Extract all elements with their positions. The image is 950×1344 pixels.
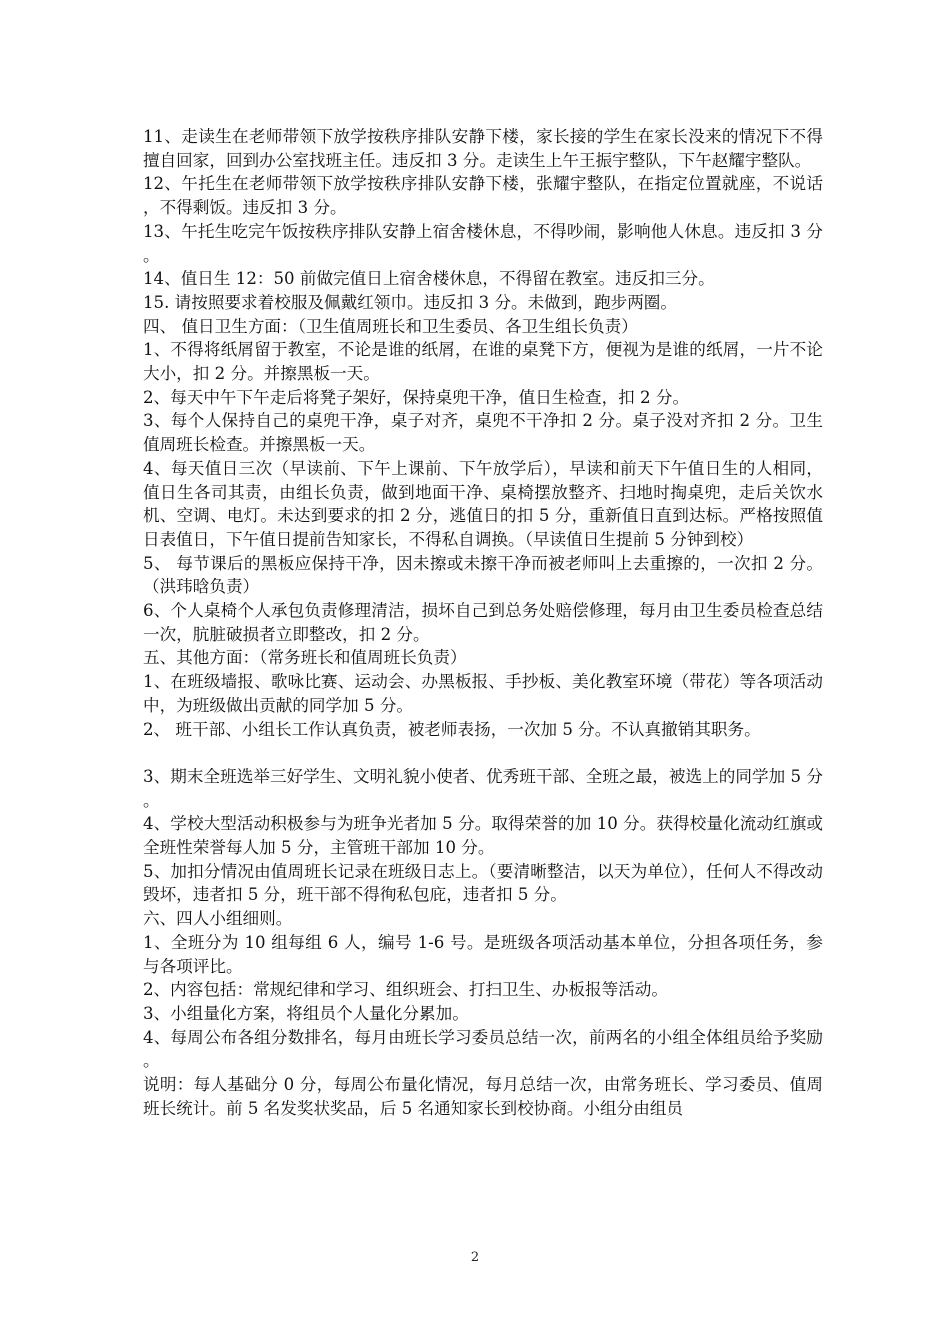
paragraph-other-1: 1、在班级墙报、歌咏比赛、运动会、办黑板报、手抄板、美化教室环境（带花）等各项活动中，为班级做出贡献的同学加 5 分。 bbox=[143, 672, 823, 715]
paragraph-hygiene-6: 6、个人桌椅个人承包负责修理清洁，损坏自己到总务处赔偿修理，每月由卫生委员检查总结一次，肮脏破损者立即整改，扣 2 分。 bbox=[143, 601, 823, 644]
paragraph-rule-14: 14、值日生 12：50 前做完值日上宿舍楼休息，不得留在教室。违反扣三分。 bbox=[143, 269, 715, 289]
section-heading-other: 五、其他方面：（常务班长和值周班长负责） bbox=[143, 648, 467, 668]
page-number: 2 bbox=[470, 1250, 480, 1265]
paragraph-hygiene-2: 2、每天中午下午走后将凳子架好，保持桌兜干净，值日生检查，扣 2 分。 bbox=[143, 387, 690, 407]
paragraph-other-3: 3、期末全班选举三好学生、文明礼貌小使者、优秀班干部、全班之最，被选上的同学加 5 分。 bbox=[143, 766, 823, 810]
paragraph-groups-4: 4、每周公布各组分数排名，每月由班长学习委员总结一次，前两名的小组全体组员给予奖励。 bbox=[143, 1027, 823, 1071]
paragraph-rule-15: 15. 请按照要求着校服及佩戴红领巾。违反扣 3 分。未做到，跑步两圈。 bbox=[143, 292, 677, 312]
paragraph-other-2: 2、 班干部、小组长工作认真负责，被老师表扬，一次加 5 分。不认真撤销其职务。 bbox=[143, 719, 761, 739]
paragraph-groups-1: 1、全班分为 10 组每组 6 人，编号 1-6 号。是班级各项活动基本单位，分担各项任务，参与各项评比。 bbox=[143, 932, 823, 976]
paragraph-hygiene-5: 5、 每节课后的黑板应保持干净，因未擦或未擦干净而被老师叫上去重擦的，一次扣 2 分。 （洪玮晗负责） bbox=[143, 553, 823, 597]
document-body bbox=[143, 125, 823, 1121]
paragraph-other-4: 4、学校大型活动积极参与为班争光者加 5 分。取得荣誉的加 10 分。获得校量化流动红旗或全班性荣誉每人加 5 分，主管班干部加 10 分。 bbox=[143, 814, 823, 858]
paragraph-hygiene-4: 4、每天值日三次（早读前、下午上课前、下午放学后），早读和前天下午值日生的人相同，值日生各司其责，由组长负责，做到地面干净、桌椅摆放整齐、扫地时掏桌兜，走后关饮水机、空调、电灯。未达到要求的扣 2 分，逃值日的扣 5 分，重新值日直到达标。严格按照值日表值日，下午值日提前告知家长，不得私自调换。（早读值日生提前 5 分钟到校） bbox=[143, 458, 823, 549]
paragraph-other-5: 5、加扣分情况由值周班长记录在班级日志上。（要清晰整洁，以天为单位），任何人不得改动毁坏，违者扣 5 分，班干部不得徇私包庇，违者扣 5 分。 bbox=[143, 861, 823, 905]
paragraph-groups-2: 2、内容包括：常规纪律和学习、组织班会、打扫卫生、办板报等活动。 bbox=[143, 980, 668, 1000]
paragraph-rule-12: 12、午托生在老师带领下放学按秩序排队安静下楼，张耀宇整队，在指定位置就座，不说话，不得剩饭。违反扣 3 分。 bbox=[143, 174, 823, 218]
blank-line bbox=[143, 741, 823, 765]
paragraph-hygiene-3: 3、每个人保持自己的桌兜干净，桌子对齐，桌兜不干净扣 2 分。桌子没对齐扣 2 分。卫生值周班长检查。并擦黑板一天。 bbox=[143, 411, 823, 455]
paragraph-hygiene-1: 1、不得将纸屑留于教室，不论是谁的纸屑，在谁的桌凳下方，便视为是谁的纸屑，一片不论大小，扣 2 分。并擦黑板一天。 bbox=[143, 340, 823, 384]
paragraph-rule-13: 13、午托生吃完午饭按秩序排队安静上宿舍楼休息，不得吵闹，影响他人休息。违反扣 3 分。 bbox=[143, 221, 823, 265]
paragraph-groups-3: 3、小组量化方案，将组员个人量化分累加。 bbox=[143, 1004, 469, 1023]
paragraph-rule-11: 11、走读生在老师带领下放学按秩序排队安静下楼，家长接的学生在家长没来的情况下不得擅自回家，回到办公室找班主任。违反扣 3 分。走读生上午王振宇整队，下午赵耀宇整队。 bbox=[143, 127, 823, 170]
section-heading-hygiene: 四、 值日卫生方面：（卫生值周班长和卫生委员、各卫生组长负责） bbox=[143, 316, 638, 336]
section-heading-groups: 六、四人小组细则。 bbox=[143, 909, 293, 929]
paragraph-note: 说明：每人基础分 0 分，每周公布量化情况，每月总结一次，由常务班长、学习委员、值周班长统计。前 5 名发奖状奖品，后 5 名通知家长到校协商。小组分由组员 bbox=[143, 1075, 823, 1118]
